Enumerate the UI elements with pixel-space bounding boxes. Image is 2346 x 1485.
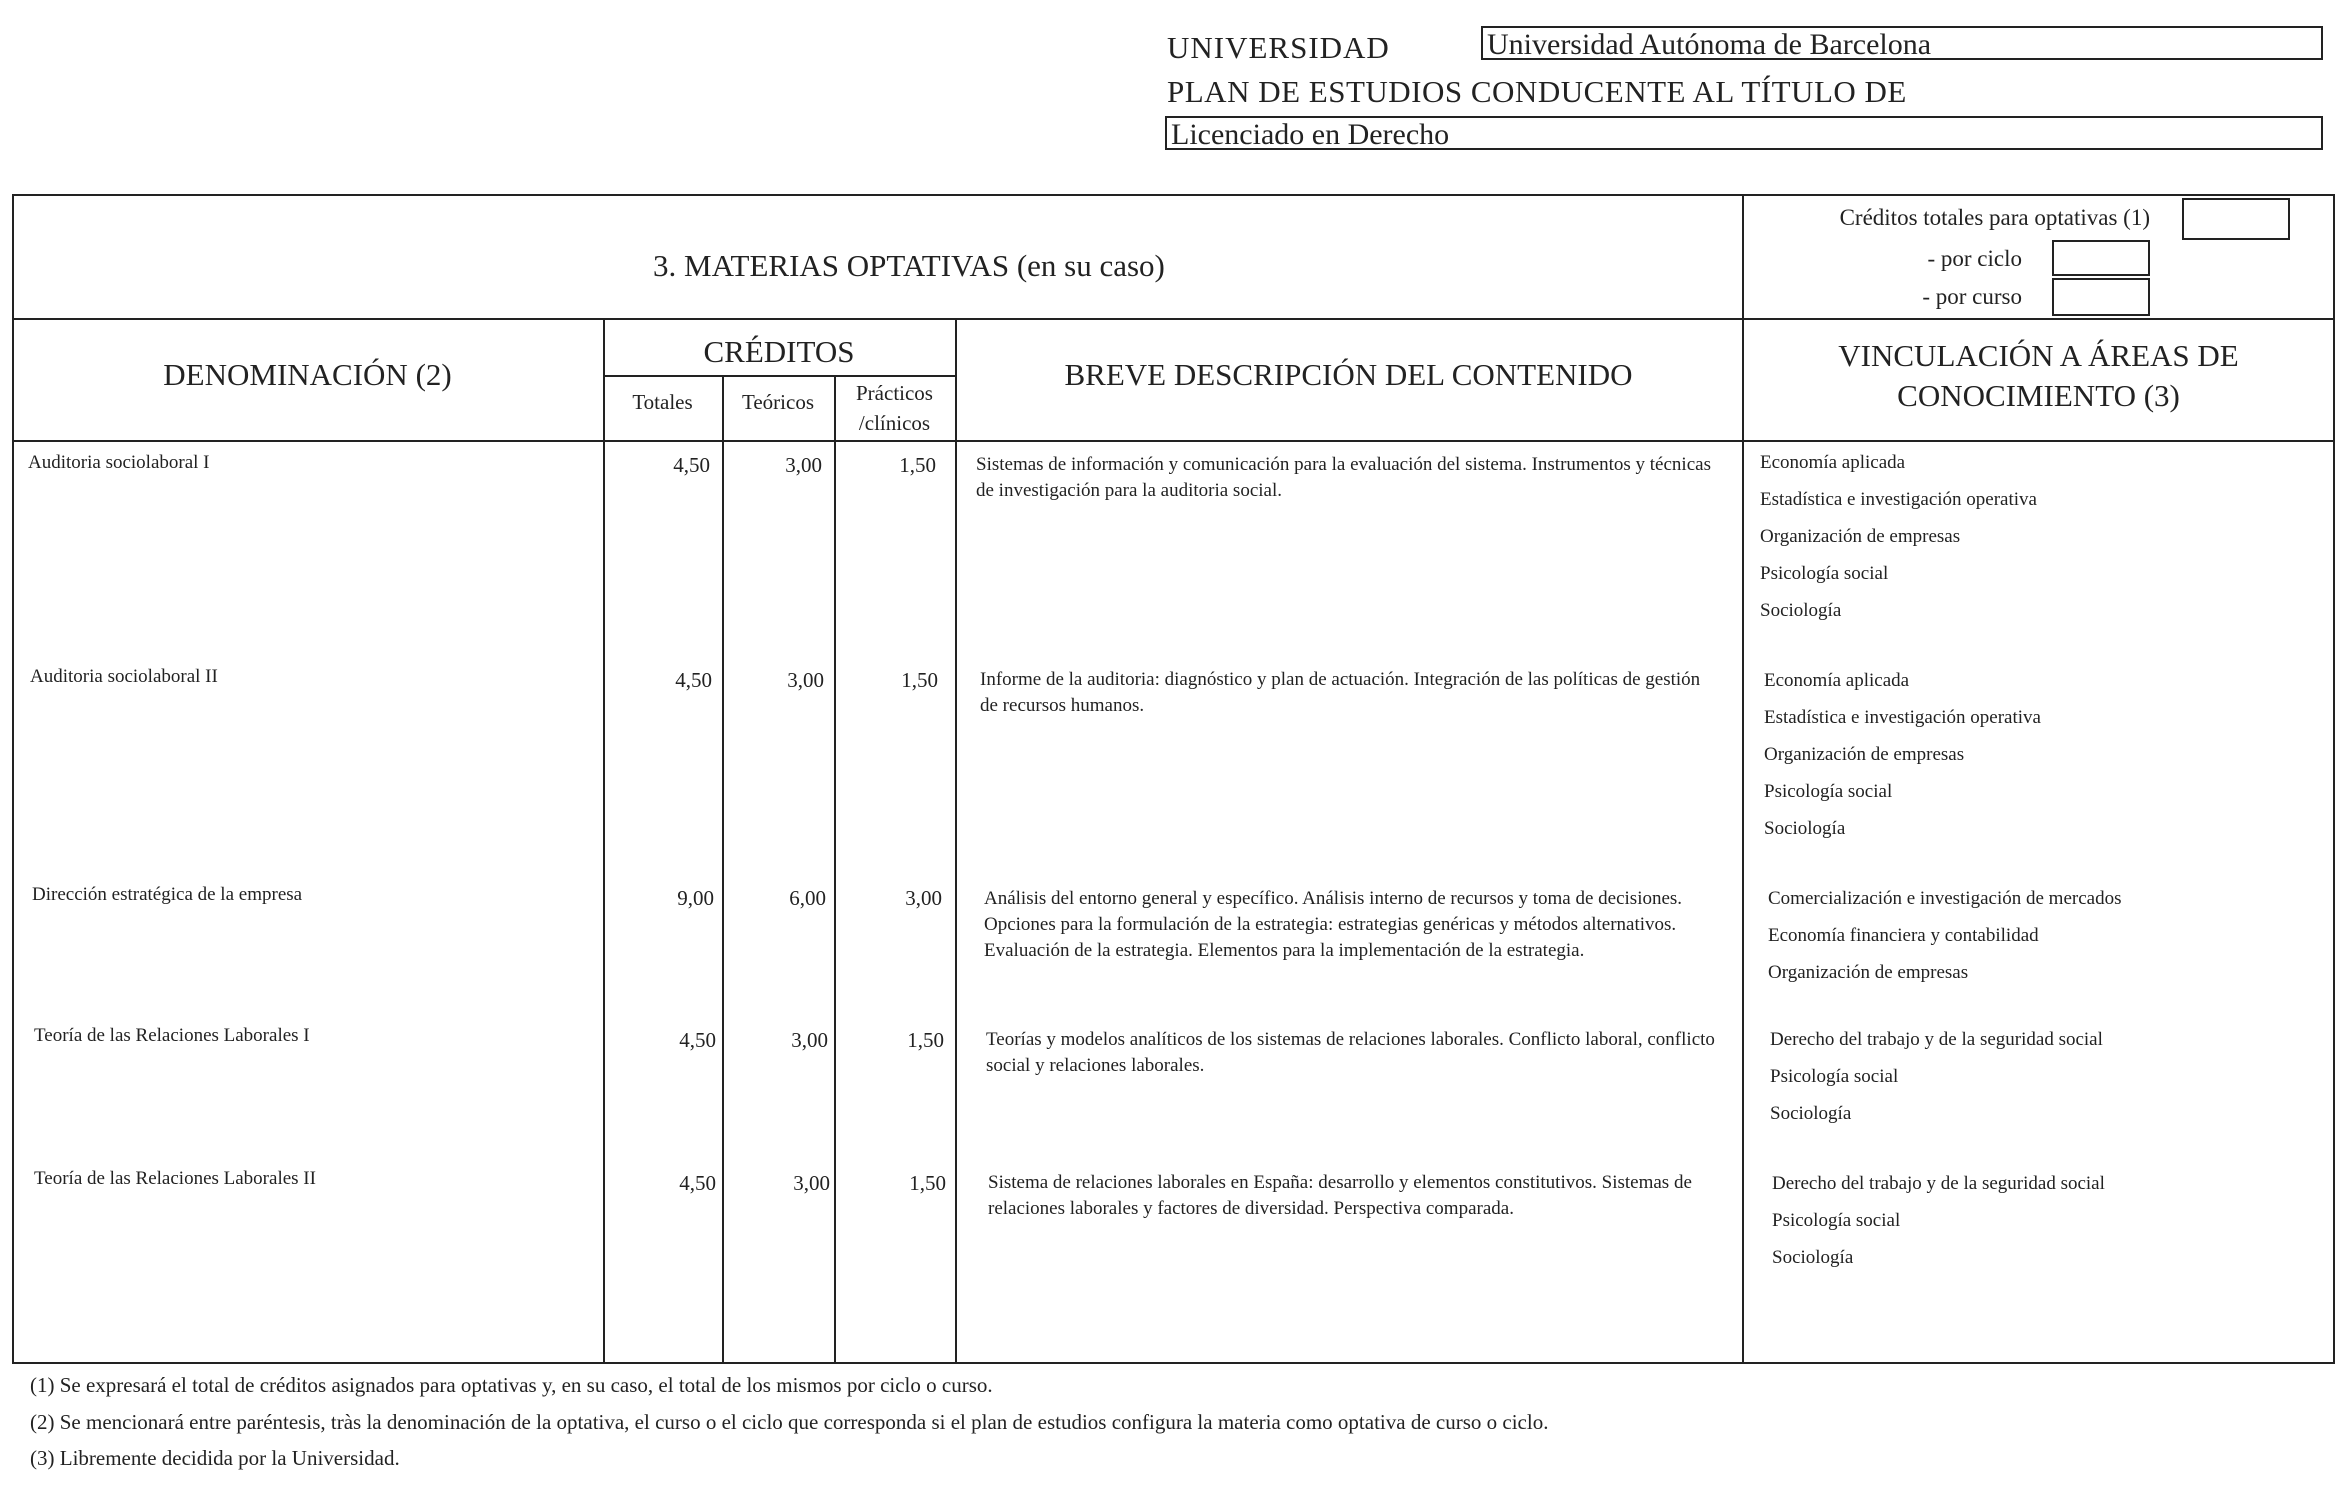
titulo-field: Licenciado en Derecho <box>1165 116 2323 150</box>
row-5-totales: 4,50 <box>679 1171 716 1195</box>
totales-header: Totales <box>632 390 693 414</box>
footnote-3: (3) Libremente decidida por la Universidad. <box>30 1446 400 1470</box>
row-3-areas <box>1768 880 2121 991</box>
row-2-area: Economía aplicada <box>1764 670 1910 691</box>
teoricos-divider <box>834 375 836 1364</box>
row-5-area: Psicología social <box>1772 1210 1901 1231</box>
row-1-area: Sociología <box>1760 600 1842 621</box>
header-divider <box>12 440 2335 442</box>
practicos-header-line2: /clínicos <box>858 411 931 435</box>
creditos-totales-box <box>2182 198 2290 240</box>
row-5-teoricos: 3,00 <box>793 1171 830 1195</box>
row-2-area: Sociología <box>1764 818 1846 839</box>
row-2-name: Auditoria sociolaboral II <box>30 666 218 687</box>
por-ciclo-box <box>2052 240 2150 276</box>
row-4-practicos: 1,50 <box>907 1028 944 1052</box>
denominacion-header: DENOMINACIÓN (2) <box>163 357 452 392</box>
row-3-area: Organización de empresas <box>1768 962 1969 983</box>
teoricos-header: Teóricos <box>741 390 814 414</box>
universidad-label: UNIVERSIDAD <box>1167 30 1390 65</box>
por-curso-label: - por curso <box>1922 284 2022 309</box>
row-2-area: Organización de empresas <box>1764 744 1965 765</box>
row-4-name: Teoría de las Relaciones Laborales I <box>34 1025 310 1046</box>
row-1-areas <box>1760 444 2037 629</box>
footnote-1: (1) Se expresará el total de créditos asignados para optativas y, en su caso, el total de los mismos por ciclo o curso. <box>30 1373 993 1397</box>
row-5-practicos: 1,50 <box>909 1171 946 1195</box>
row-5-descripcion: Sistema de relaciones laborales en España: desarrollo y elementos constitutivos. Sistemas de relaciones laborales y factores de diversidad. Perspectiva comparada. <box>988 1172 1692 1219</box>
section-title: 3. MATERIAS OPTATIVAS (en su caso) <box>653 248 1165 283</box>
plan-label: PLAN DE ESTUDIOS CONDUCENTE AL TÍTULO DE <box>1167 74 1907 109</box>
row-1-totales: 4,50 <box>673 453 710 477</box>
row-2-teoricos: 3,00 <box>787 668 824 692</box>
row-4-teoricos: 3,00 <box>791 1028 828 1052</box>
row-5-areas <box>1772 1165 2105 1276</box>
row-1-practicos: 1,50 <box>899 453 936 477</box>
row-4-totales: 4,50 <box>679 1028 716 1052</box>
row-1-area: Economía aplicada <box>1760 452 1906 473</box>
descripcion-header: BREVE DESCRIPCIÓN DEL CONTENIDO <box>1064 357 1633 392</box>
row-1-teoricos: 3,00 <box>785 453 822 477</box>
row-2-area: Psicología social <box>1764 781 1893 802</box>
row-3-totales: 9,00 <box>677 886 714 910</box>
row-3-practicos: 3,00 <box>905 886 942 910</box>
row-2-practicos: 1,50 <box>901 668 938 692</box>
row-4-area: Psicología social <box>1770 1066 1899 1087</box>
row-5-area: Derecho del trabajo y de la seguridad social <box>1772 1173 2105 1194</box>
creditos-totales-label: Créditos totales para optativas (1) <box>1839 205 2150 230</box>
row-2-area: Estadística e investigación operativa <box>1764 707 2041 728</box>
section-divider <box>12 318 2335 320</box>
row-4-areas <box>1770 1021 2103 1132</box>
row-1-area: Psicología social <box>1760 563 1889 584</box>
row-1-area: Estadística e investigación operativa <box>1760 489 2037 510</box>
por-ciclo-label: - por ciclo <box>1927 246 2022 271</box>
row-2-totales: 4,50 <box>675 668 712 692</box>
row-1-descripcion: Sistemas de información y comunicación para la evaluación del sistema. Instrumentos y técnicas de investigación para la auditoria social. <box>976 454 1711 501</box>
vinculacion-header-line1: VINCULACIÓN A ÁREAS DE <box>1838 338 2239 373</box>
row-4-area: Derecho del trabajo y de la seguridad social <box>1770 1029 2103 1050</box>
row-3-area: Comercialización e investigación de mercados <box>1768 888 2122 909</box>
row-3-teoricos: 6,00 <box>789 886 826 910</box>
footnote-2: (2) Se mencionará entre paréntesis, tràs la denominación de la optativa, el curso o el ciclo que corresponda si el plan de estudios configura la materia como optativa de curso o ciclo. <box>30 1410 1549 1434</box>
creditos-divider <box>955 318 957 1364</box>
row-3-area: Economía financiera y contabilidad <box>1768 925 2039 946</box>
row-4-area: Sociología <box>1770 1103 1852 1124</box>
row-5-area: Sociología <box>1772 1247 1854 1268</box>
practicos-header-line1: Prácticos <box>856 381 933 405</box>
row-1-name: Auditoria sociolaboral I <box>28 452 210 473</box>
row-2-areas <box>1764 662 2041 847</box>
universidad-field: Universidad Autónoma de Barcelona <box>1481 26 2323 60</box>
creditos-header: CRÉDITOS <box>703 334 855 369</box>
row-3-name: Dirección estratégica de la empresa <box>32 884 303 905</box>
row-3-descripcion: Análisis del entorno general y específico. Análisis interno de recursos y toma de decisiones. Opciones para la formulación de la estrategia: estrategias genéricas y métodos alternativos. Evaluación de la estrategia. Elementos para la implementación de la estrategia. <box>984 888 1683 961</box>
row-2-descripcion: Informe de la auditoria: diagnóstico y plan de actuación. Integración de las políticas de gestión de recursos humanos. <box>980 669 1701 716</box>
denominacion-divider <box>603 318 605 1364</box>
por-curso-box <box>2052 278 2150 316</box>
row-5-name: Teoría de las Relaciones Laborales II <box>34 1168 316 1189</box>
vinculacion-header-line2: CONOCIMIENTO (3) <box>1897 378 2180 413</box>
row-1-area: Organización de empresas <box>1760 526 1961 547</box>
totales-divider <box>722 375 724 1364</box>
creditos-subdivider <box>603 375 955 377</box>
row-4-descripcion: Teorías y modelos analíticos de los sistemas de relaciones laborales. Conflicto laboral, conflicto social y relaciones laborales. <box>986 1029 1715 1076</box>
